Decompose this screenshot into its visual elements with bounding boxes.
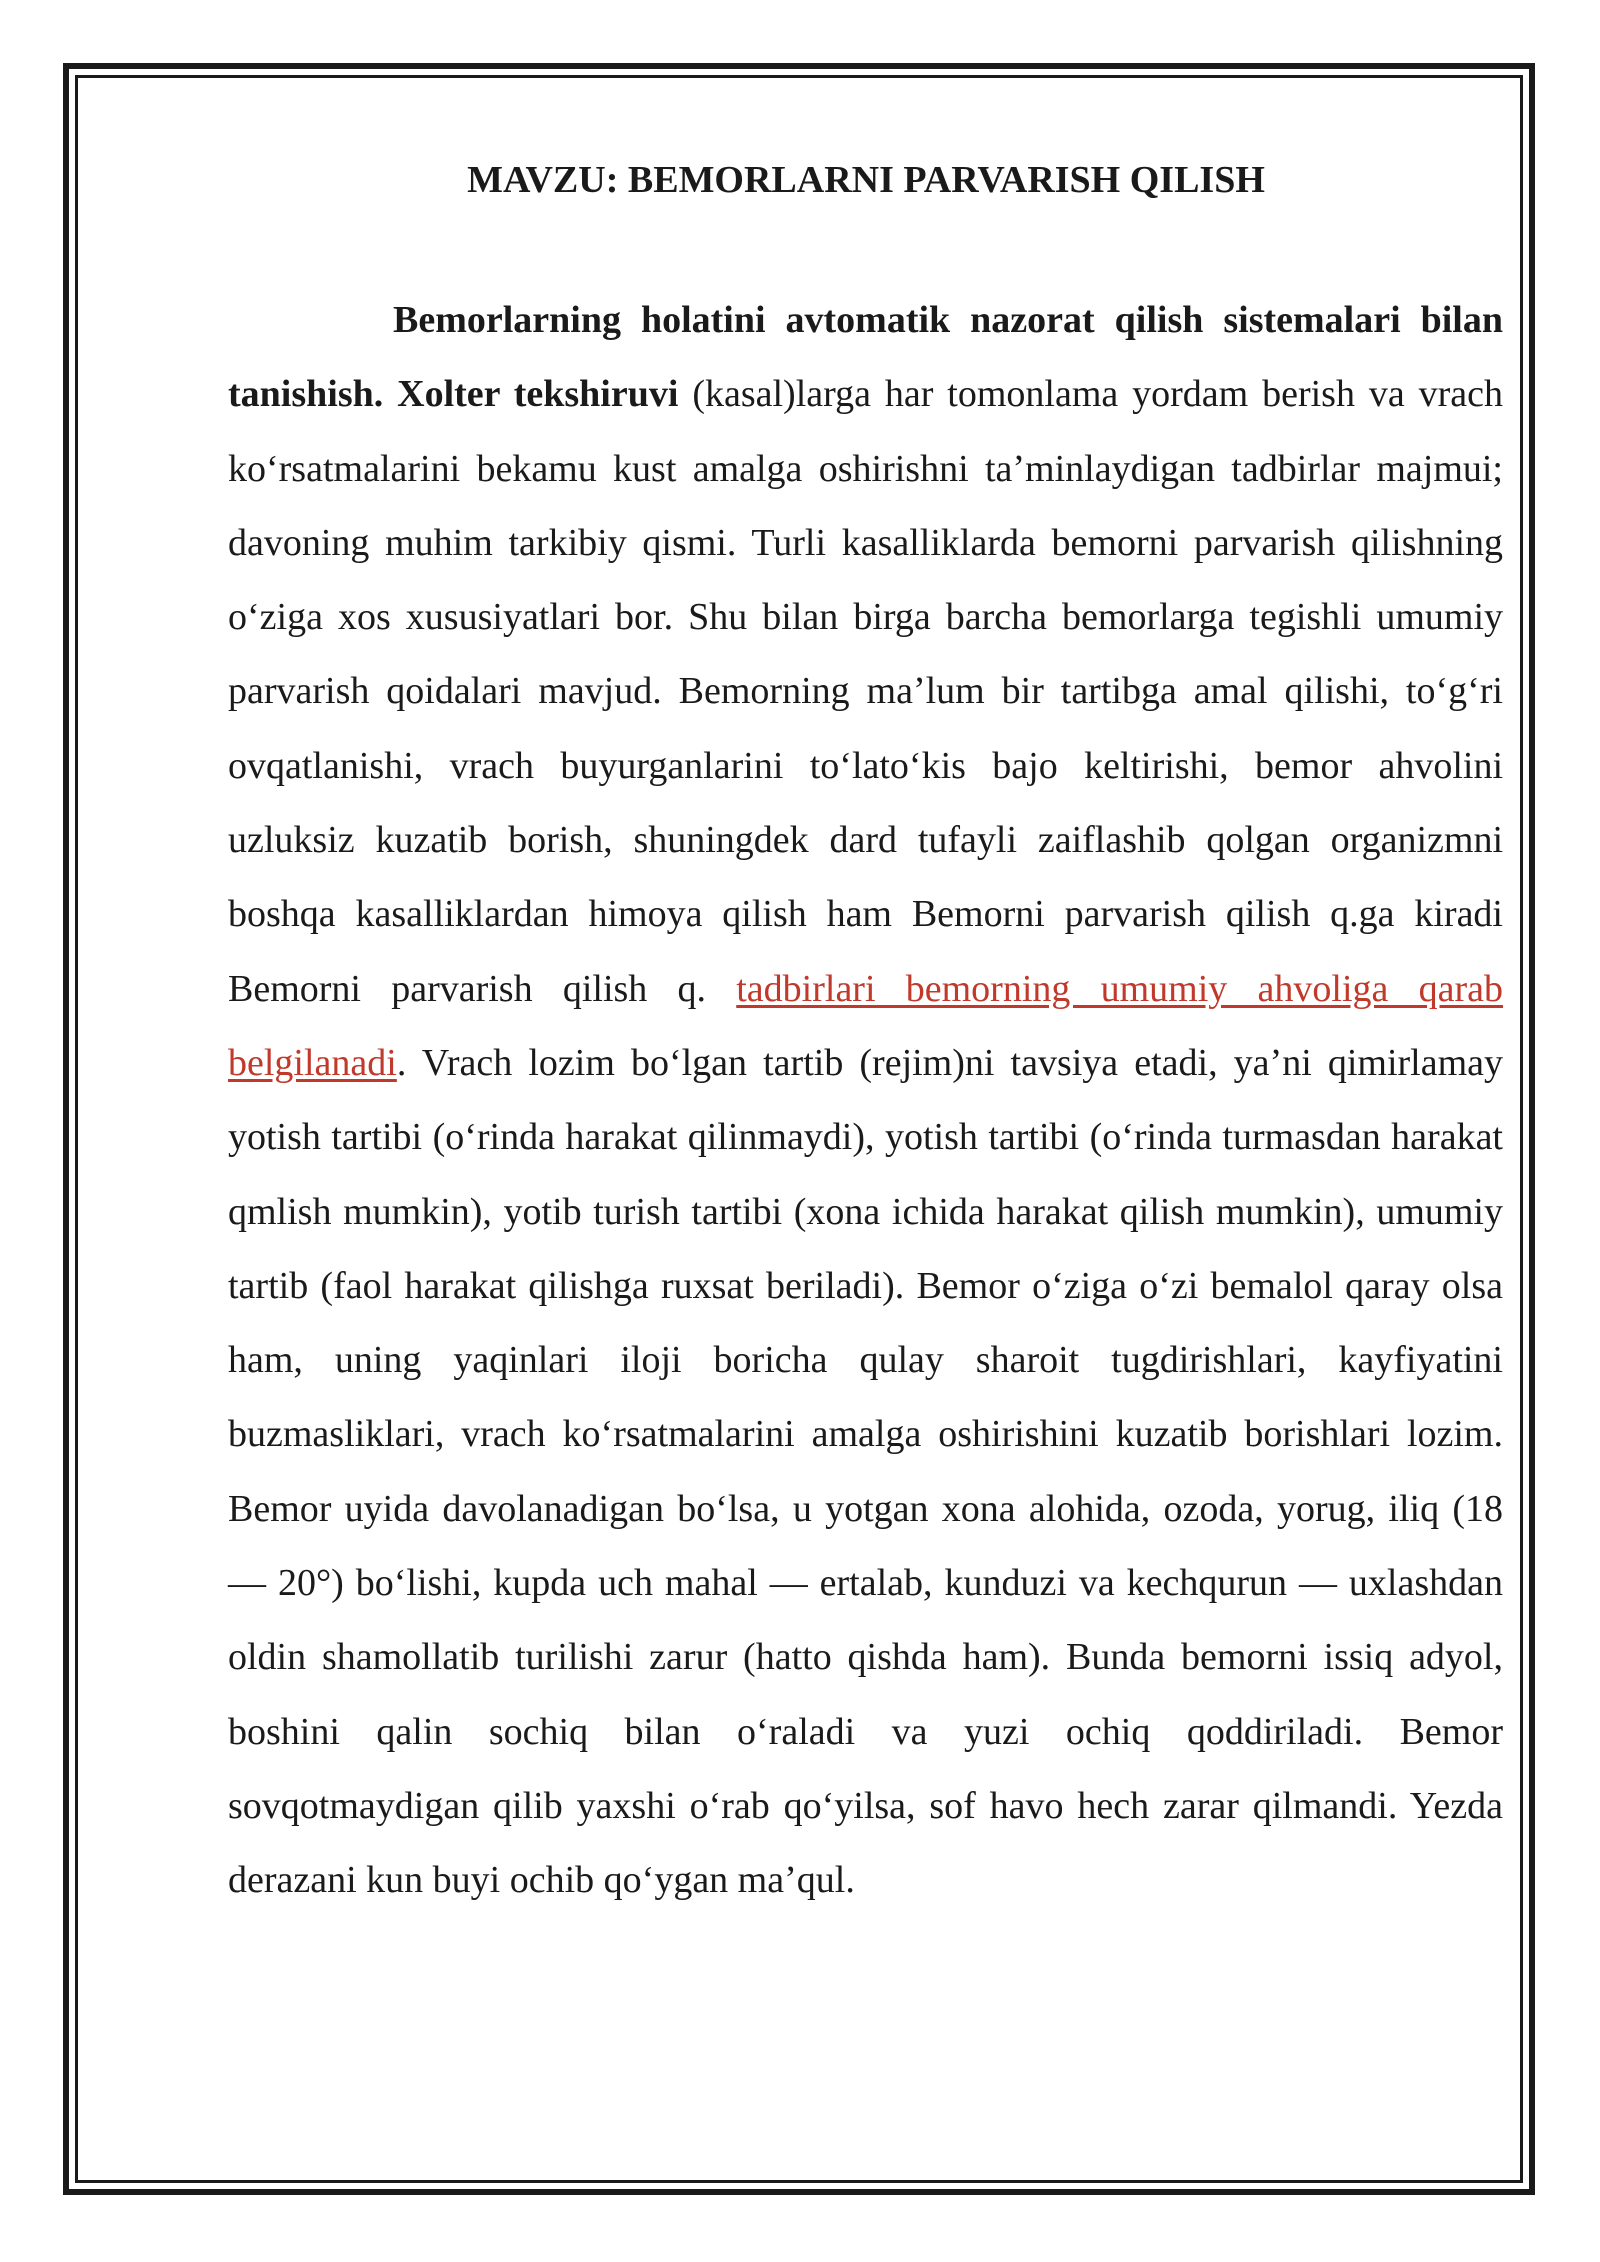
bold-lead-text: Bemorlarning holatini avtomatik nazorat qilish sistemalari bilan tanishish. Xolter tekshiruvi xyxy=(228,299,1503,416)
hyperlink[interactable]: tadbirlari bemorning umumiy ahvoliga qarab belgilanadi xyxy=(228,967,1503,1084)
page-title: MAVZU: BEMORLARNI PARVARISH QILISH xyxy=(467,159,1265,201)
body-text-part-2: . Vrach lozim boʻlgan tartib (rejim)ni tavsiya etadi, yaʼni qimirlamay yotish tartibi (oʻrinda harakat qilinmaydi), yotish tartibi (oʻrinda turmasdan harakat qmlish mumkin), yotib turish tartibi (xona ichida harakat qilish mumkin), umumiy tartib (faol harakat qilishga ruxsat beriladi). Bemor oʻziga oʻzi bemalol qaray olsa ham, uning yaqinlari iloji boricha qulay sharoit tugdirishlari, kayfiyatini buzmasliklari, vrach koʻrsatmalarini amalga oshirishini kuzatib borishlari lozim. Bemor uyida davolanadigan boʻlsa, u yotgan xona alohida, ozoda, yorug, iliq (18 — 20°) boʻlishi, kupda uch mahal — ertalab, kunduzi va kechqurun — uxlashdan oldin shamollatib turilishi zarur (hatto qishda ham). Bunda bemorni issiq adyol, boshini qalin sochiq bilan oʻraladi va yuzi ochiq qoddiriladi. Bemor sovqotmaydigan qilib yaxshi oʻrab qoʻyilsa, sof havo hech zarar qilmandi. Yezda derazani kun buyi ochib qoʻygan maʼqul. xyxy=(228,1041,1503,1902)
body-paragraph xyxy=(228,283,1503,1918)
body-text-part-1: (kasal)larga har tomonlama yordam berish va vrach koʻrsatmalarini bekamu kust amalga oshirishni taʼminlaydigan tadbirlar majmui; davoning muhim tarkibiy qismi. Turli kasalliklarda bemorni parvarish qilishning oʻziga xos xususiyatlari bor. Shu bilan birga barcha bemorlarga tegishli umumiy parvarish qoidalari mavjud. Bemorning maʼlum bir tartibga amal qilishi, toʻgʻri ovqatlanishi, vrach buyurganlarini toʻlatoʻkis bajo keltirishi, bemor ahvolini uzluksiz kuzatib borish, shuningdek dard tufayli zaiflashib qolgan organizmni boshqa kasalliklardan himoya qilish ham Bemorni parvarish qilish q.ga kiradi Bemorni parvarish qilish q. xyxy=(228,373,1504,1010)
